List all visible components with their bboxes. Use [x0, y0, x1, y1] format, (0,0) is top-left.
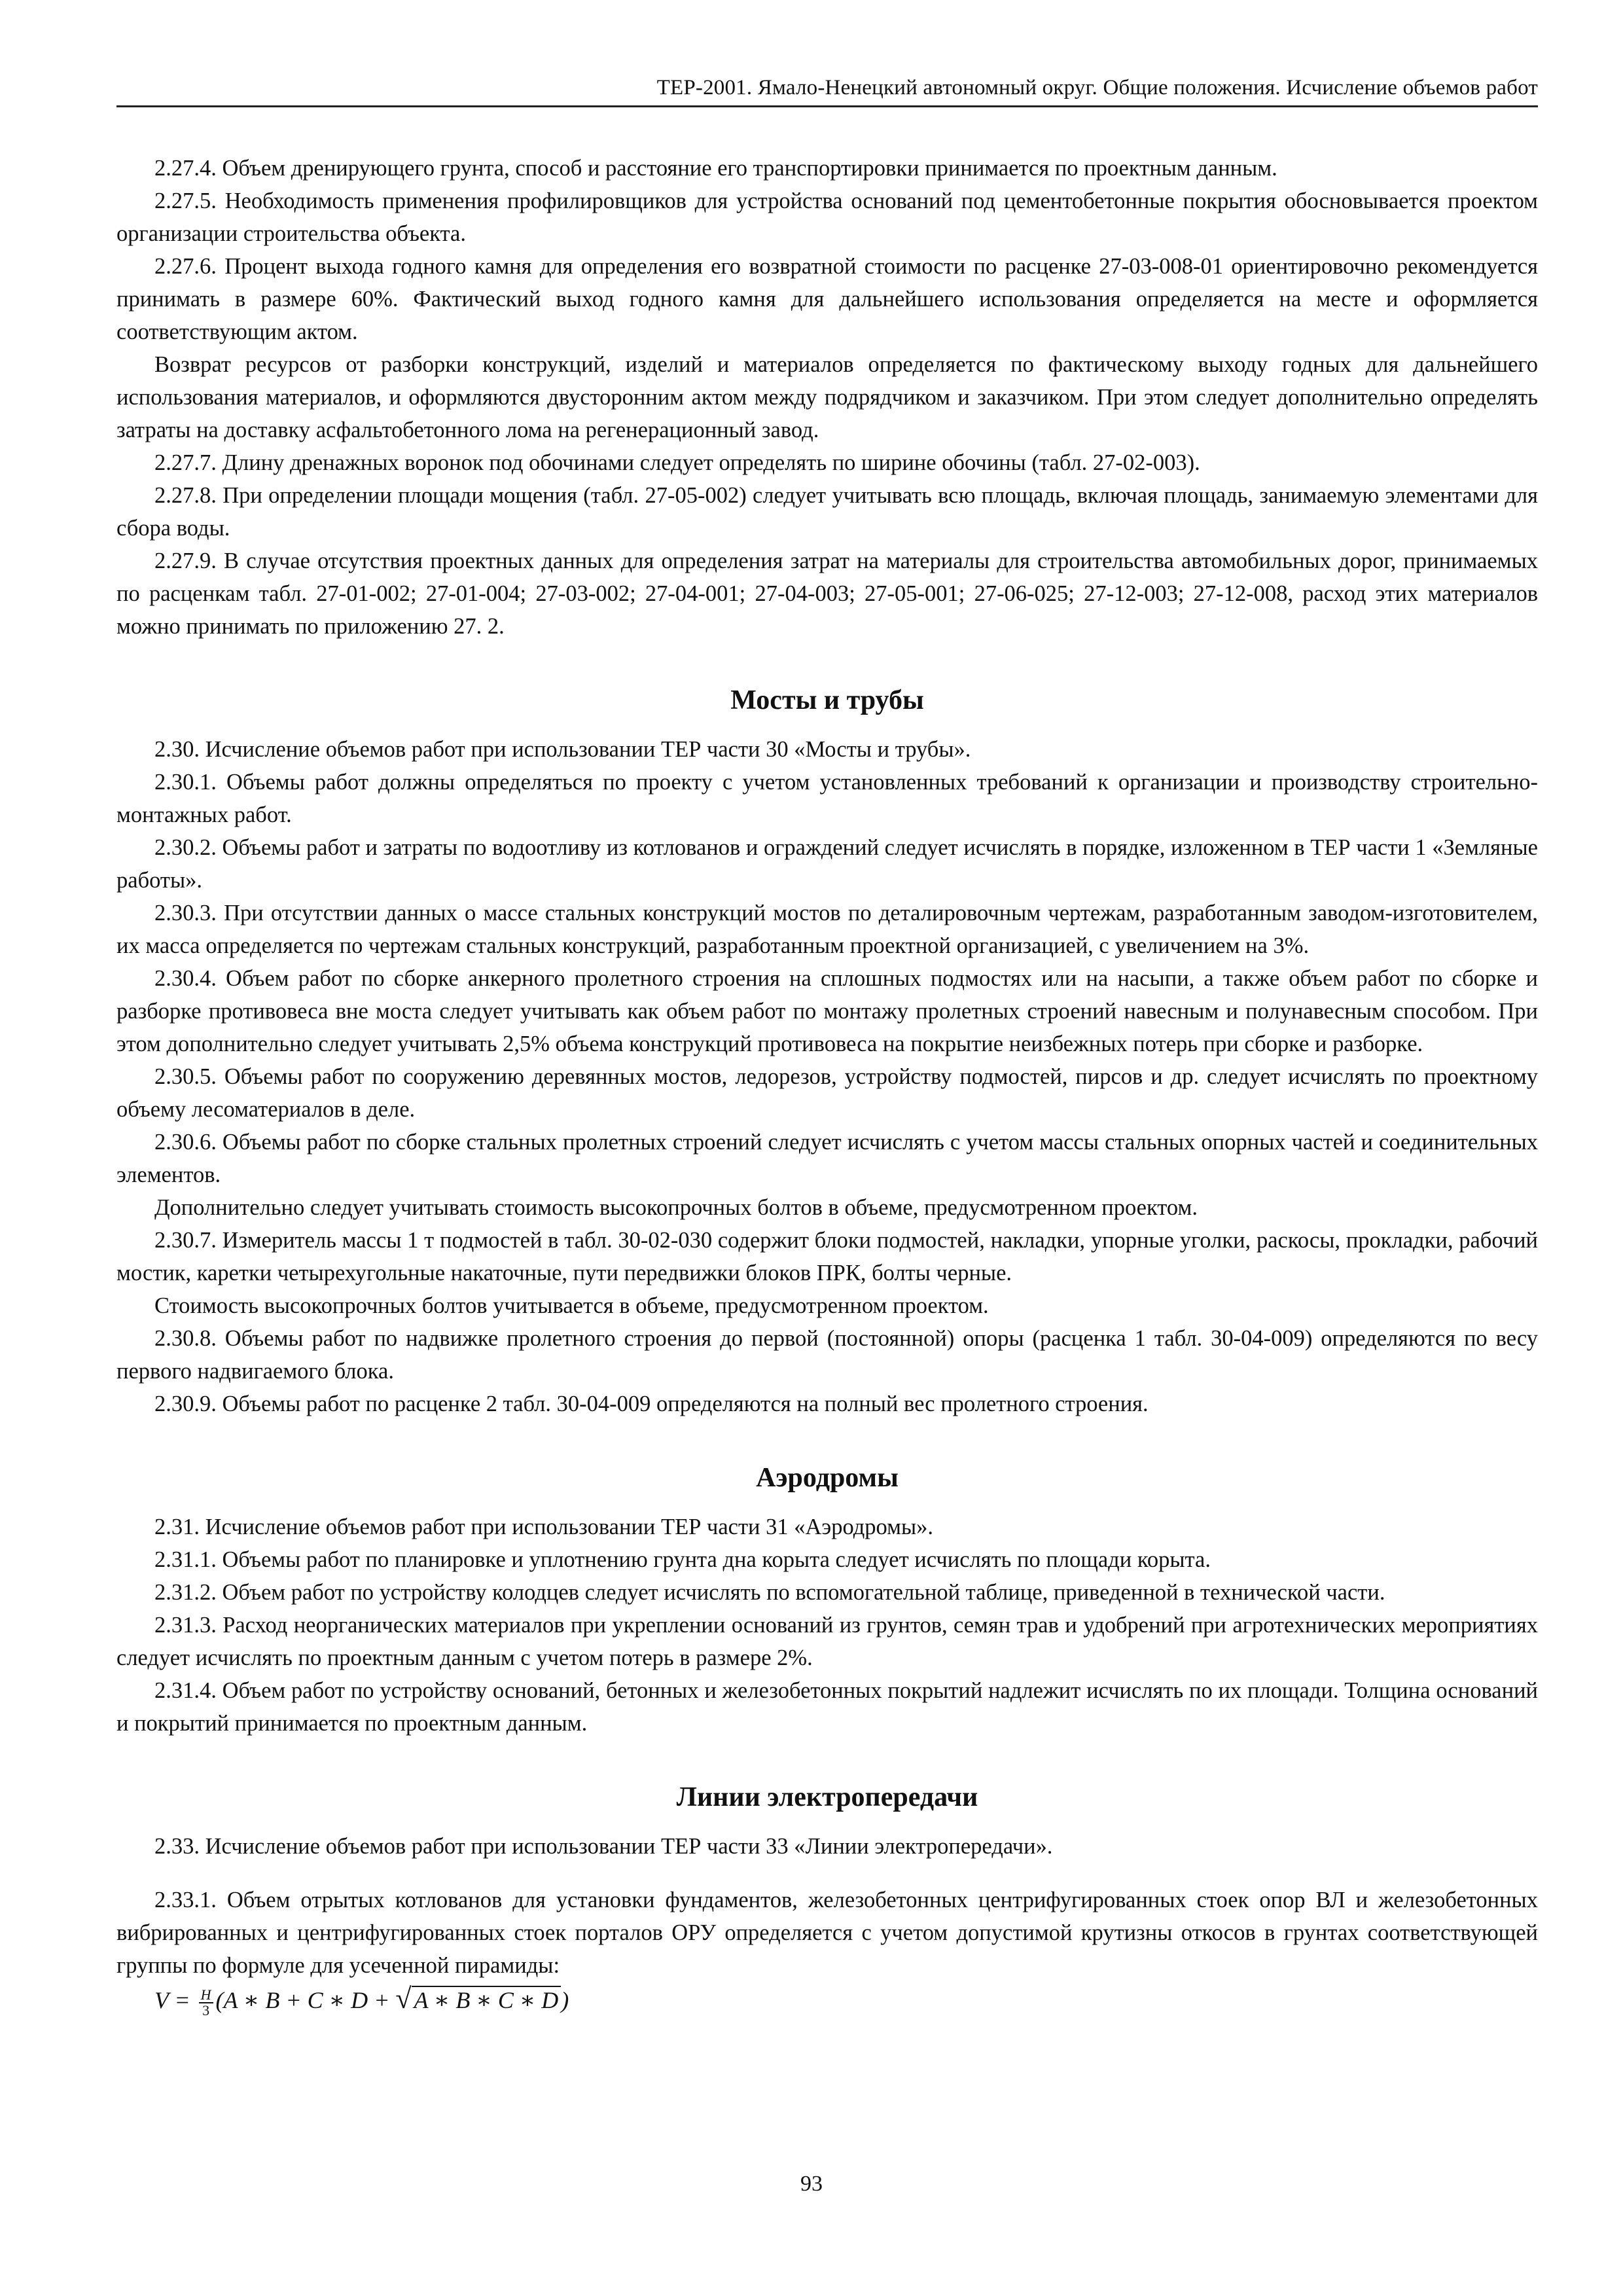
truncated-pyramid-formula [154, 1982, 1538, 2018]
paragraph-2-30-9: 2.30.9. Объемы работ по расценке 2 табл. 30-04-009 определяются на полный вес пролетного строения. [154, 1391, 1149, 1416]
page-content [116, 152, 1538, 2018]
fraction-denominator: 3 [202, 2001, 210, 2018]
paragraph-2-27-8: 2.27.8. При определении площади мощения (табл. 27-05-002) следует учитывать всю площадь, включая площадь, занимаемую элементами для сбора воды. [116, 483, 1538, 541]
formula-open-part: (A ∗ B + C ∗ D + [215, 1987, 390, 2013]
paragraph-bolts-cost-2: Стоимость высокопрочных болтов учитывается в объеме, предусмотренном проектом. [154, 1293, 989, 1318]
paragraph-2-27-5: 2.27.5. Необходимость применения профилировщиков для устройства оснований под цементобетонные покрытия обосновывается проектом организации строительства объекта. [116, 188, 1538, 246]
paragraph-2-31-4: 2.31.4. Объем работ по устройству оснований, бетонных и железобетонных покрытий надлежит исчислять по их площади. Толщина оснований и покрытий принимается по проектным данным. [116, 1678, 1538, 1736]
paragraph-2-30-6: 2.30.6. Объемы работ по сборке стальных пролетных строений следует исчислять с учетом массы стальных опорных частей и соединительных элементов. [116, 1130, 1538, 1187]
paragraph-2-30-5: 2.30.5. Объемы работ по сооружению деревянных мостов, ледорезов, устройству подмостей, пирсов и др. следует исчислять по проектному объему лесоматериалов в деле. [116, 1064, 1538, 1122]
formula-close-paren: ) [561, 1987, 569, 2013]
paragraph-2-27-6: 2.27.6. Процент выхода годного камня для определения его возвратной стоимости по расценке 27-03-008-01 ориентировочно рекомендуется принимать в размере 60%. Фактический выход годного камня для дальнейшего использования определяется на месте и оформляется соответствующим актом. [116, 254, 1538, 344]
paragraph-bolts-cost: Дополнительно следует учитывать стоимость высокопрочных болтов в объеме, предусмотренном проектом. [154, 1195, 1198, 1220]
paragraph-2-31-1: 2.31.1. Объемы работ по планировке и уплотнению грунта дна корыта следует исчислять по площади корыта. [154, 1547, 1211, 1572]
paragraph-2-30: 2.30. Исчисление объемов работ при использовании ТЕР части 30 «Мосты и трубы». [154, 737, 971, 762]
paragraph-2-30-4: 2.30.4. Объем работ по сборке анкерного пролетного строения на сплошных подмостях или на насыпи, а также объем работ по сборке и разборке противовеса вне моста следует учитывать как объем работ по монтажу пролетных строений навесным и полунавесным способом. При этом дополнительно следует учитывать 2,5% объема конструкций противовеса на покрытие неизбежных потерь при сборке и разборке. [116, 966, 1538, 1056]
running-header [116, 65, 1538, 107]
formula-fraction [199, 1988, 213, 2018]
paragraph-2-31: 2.31. Исчисление объемов работ при использовании ТЕР части 31 «Аэродромы». [154, 1515, 933, 1539]
paragraph-2-30-7: 2.30.7. Измеритель массы 1 т подмостей в табл. 30-02-030 содержит блоки подмостей, накладки, упорные уголки, раскосы, прокладки, рабочий мостик, каретки четырехугольные накаточные, пути передвижки блоков ПРК, болты черные. [116, 1228, 1538, 1285]
page-number: 93 [800, 2172, 823, 2196]
paragraph-2-33: 2.33. Исчисление объемов работ при использовании ТЕР части 33 «Линии электропередачи». [154, 1834, 1053, 1859]
paragraph-2-30-3: 2.30.3. При отсутствии данных о массе стальных конструкций мостов по деталировочным чертежам, разработанным заводом-изготовителем, их масса определяется по чертежам стальных конструкций, разработанным проектной организацией, с увеличением на 3%. [116, 901, 1538, 958]
square-root-body: A ∗ B ∗ C ∗ D [412, 1986, 562, 2013]
paragraph-2-30-8: 2.30.8. Объемы работ по надвижке пролетного строения до первой (постоянной) опоры (расценка 1 табл. 30-04-009) определяются по весу первого надвигаемого блока. [116, 1326, 1538, 1384]
paragraph-2-30-1: 2.30.1. Объемы работ должны определяться по проекту с учетом установленных требований к организации и производству строительно-монтажных работ. [116, 770, 1538, 827]
square-root-icon: √ [395, 1982, 412, 2015]
running-header-text: ТЕР-2001. Ямало-Ненецкий автономный округ. Общие положения. Исчисление объемов работ [656, 76, 1538, 99]
section-title-airfields: Аэродромы [756, 1463, 899, 1493]
paragraph-resource-return: Возврат ресурсов от разборки конструкций, изделий и материалов определяется по фактическому выходу годных для дальнейшего использования материалов, и оформляются двусторонним актом между подрядчиком и заказчиком. При этом следует дополнительно определять затраты на доставку асфальтобетонного лома на регенерационный завод. [116, 352, 1538, 442]
formula-lhs: V = [154, 1987, 190, 2013]
paragraph-2-27-9: 2.27.9. В случае отсутствия проектных данных для определения затрат на материалы для строительства автомобильных дорог, принимаемых по расценкам табл. 27-01-002; 27-01-004; 27-03-002; 27-04-001; 27-04-003; 27-05-001; 27-06-025; 27-12-003; 27-12-008, расход этих материалов можно принимать по приложению 27. 2. [116, 548, 1538, 639]
paragraph-2-27-7: 2.27.7. Длину дренажных воронок под обочинами следует определять по ширине обочины (табл. 27-02-003). [154, 450, 1200, 475]
section-title-bridges: Мосты и трубы [730, 685, 924, 715]
paragraph-2-31-2: 2.31.2. Объем работ по устройству колодцев следует исчислять по вспомогательной таблице, приведенной в технической части. [154, 1580, 1385, 1605]
fraction-numerator: H [199, 1988, 213, 2003]
paragraph-2-30-2: 2.30.2. Объемы работ и затраты по водоотливу из котлованов и ограждений следует исчислять в порядке, изложенном в ТЕР части 1 «Земляные работы». [116, 835, 1538, 893]
paragraph-2-27-4: 2.27.4. Объем дренирующего грунта, способ и расстояние его транспортировки принимается по проектным данным. [154, 156, 1277, 181]
section-title-power-lines: Линии электропередачи [676, 1782, 978, 1812]
paragraph-2-33-1: 2.33.1. Объем отрытых котлованов для установки фундаментов, железобетонных центрифугированных стоек опор ВЛ и железобетонных вибрированных и центрифугированных стоек порталов ОРУ определяется с учетом допустимой крутизны откосов в грунтах соответствующей группы по формуле для усеченной пирамиды: [116, 1888, 1538, 1978]
paragraph-2-31-3: 2.31.3. Расход неорганических материалов при укреплении оснований из грунтов, семян трав и удобрений при агротехнических мероприятиях следует исчислять по проектным данным с учетом потерь в размере 2%. [116, 1613, 1538, 1670]
